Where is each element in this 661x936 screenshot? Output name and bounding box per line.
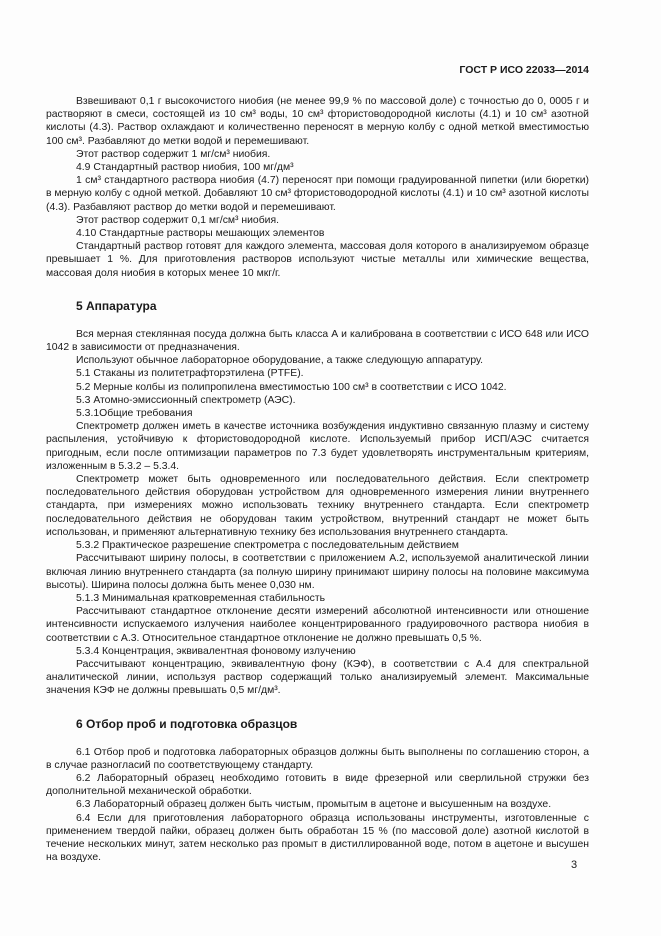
paragraph: Этот раствор содержит 0,1 мг/см³ ниобия. (76, 214, 279, 226)
section-heading-6: 6 Отбор проб и подготовка образцов (76, 716, 298, 731)
paragraph: Взвешивают 0,1 г высокочистого ниобия (не менее 99,9 % по массовой доле) с точностью до 0, 0005 г и растворяют в смеси, состоящей из 10 см³ воды, 10 см³ фтористоводородной кислоты (4.1) и 10 см³ азотной кислоты (4.3). Раствор охлаждают и количественно переносят в мерную колбу с одной меткой вместимостью 100 см³. Разбавляют до метки водой и перемешивают. (46, 96, 589, 147)
paragraph: Рассчитывают ширину полосы, в соответствии с приложением А.2, используемой аналитической линии включая линию внутреннего стандарта (за полную ширину принимают ширину полосы на половине максимума высоты). Ширина полосы должна быть менее 0,030 нм. (46, 553, 589, 591)
page-content (46, 95, 589, 864)
paragraph: 6.4 Если для приготовления лабораторного образца использованы инструменты, изготовленные с применением твердой пайки, образец должен быть обработан 15 % (по массовой доле) азотной кислотой в течение нескольких минут, затем несколько раз промыт в дистиллированной воде, потом в ацетоне и высушен на воздухе. (46, 812, 589, 864)
paragraph: Вся мерная стеклянная посуда должна быть класса А и калибрована в соответствии с ИСО 648 или ИСО 1042 в зависимости от предназначения. (46, 328, 589, 354)
paragraph: 5.3.2 Практическое разрешение спектрометра с последовательным действием (76, 540, 459, 552)
paragraph: 4.9 Стандартный раствор ниобия, 100 мг/дм³ (76, 162, 294, 174)
paragraph: 5.3 Атомно-эмиссионный спектрометр (АЭС). (76, 394, 296, 406)
paragraph: 5.3.1Общие требования (76, 408, 193, 420)
paragraph: 5.3.4 Концентрация, эквивалентная фоновому излучению (76, 645, 356, 657)
paragraph: 6.2 Лабораторный образец необходимо готовить в виде фрезерной или сверлильной стружки без дополнительной механической обработки. (46, 772, 589, 798)
paragraph: 5.1.3 Минимальная кратковременная стабильность (76, 592, 326, 604)
paragraph: 5.2 Мерные колбы из полипропилена вместимостью 100 см³ в соответствии с ИСО 1042. (76, 381, 507, 393)
paragraph: 1 см³ стандартного раствора ниобия (4.7) переносят при помощи градуированной пипетки (или бюретки) в мерную колбу с одной меткой. Добавляют 10 см³ фтористоводородной кислоты (4.1) и 10 см³ азотной кислоты (4.3). Разбавляют раствор до метки водой и перемешивают. (46, 175, 589, 213)
paragraph: Рассчитывают концентрацию, эквивалентную фону (КЭФ), в соответствии с А.4 для спектральной аналитической линии, используя раствор содержащий только анализируемый элемент. Максимальные значения КЭФ не должны превышать 0,5 мг/дм³. (46, 658, 589, 697)
page-number: 3 (571, 859, 578, 871)
section-heading-5: 5 Аппаратура (76, 298, 157, 313)
paragraph: Спектрометр может быть одновременного или последовательного действия. Если спектрометр последовательного действия оборудован устройством для одновременного измерения линии внутреннего стандарта, при измерениях можно использовать технику внутреннего стандарта. Если спектрометр последовательного действия не оборудован таким устройством, внутренний стандарт не может быть использован, и применяют альтернативную технику без использования внутреннего стандарта. (46, 474, 589, 538)
paragraph: Спектрометр должен иметь в качестве источника возбуждения индуктивно связанную плазму и систему распыления, устойчивую к фтористоводородной кислоте. Используемый прибор ИСП/АЭС считается пригодным, если после оптимизации параметров по 7.3 будет удовлетворять инструментальным критериям, изложенным в 5.3.2 – 5.3.4. (46, 421, 589, 472)
paragraph: 6.3 Лабораторный образец должен быть чистым, промытым в ацетоне и высушенным на воздухе. (76, 799, 552, 811)
paragraph: 6.1 Отбор проб и подготовка лабораторных образцов должны быть выполнены по соглашению сторон, а в случае разногласий по соответствующему стандарту. (46, 746, 589, 771)
document-header: ГОСТ Р ИСО 22033—2014 (459, 64, 589, 76)
paragraph: 4.10 Стандартные растворы мешающих элементов (76, 228, 325, 240)
paragraph: Рассчитывают стандартное отклонение десяти измерений абсолютной интенсивности или отношение интенсивности испускаемого излучения наиболее концентрированного градуировочного раствора ниобия в соответствии с А.3. Относительное стандартное отклонение не должно превышать 0,5 %. (46, 606, 589, 644)
paragraph: 5.1 Стаканы из политетрафторэтилена (PTFE). (76, 368, 304, 380)
paragraph: Используют обычное лабораторное оборудование, а также следующую аппаратуру. (76, 355, 484, 367)
paragraph: Стандартный раствор готовят для каждого элемента, массовая доля которого в анализируемом образце превышает 1 %. Для приготовления растворов используют чистые металлы или химические вещества, массовая доля ниобия в которых менее 10 мкг/г. (46, 241, 589, 279)
paragraph: Этот раствор содержит 1 мг/см³ ниобия. (76, 148, 271, 160)
